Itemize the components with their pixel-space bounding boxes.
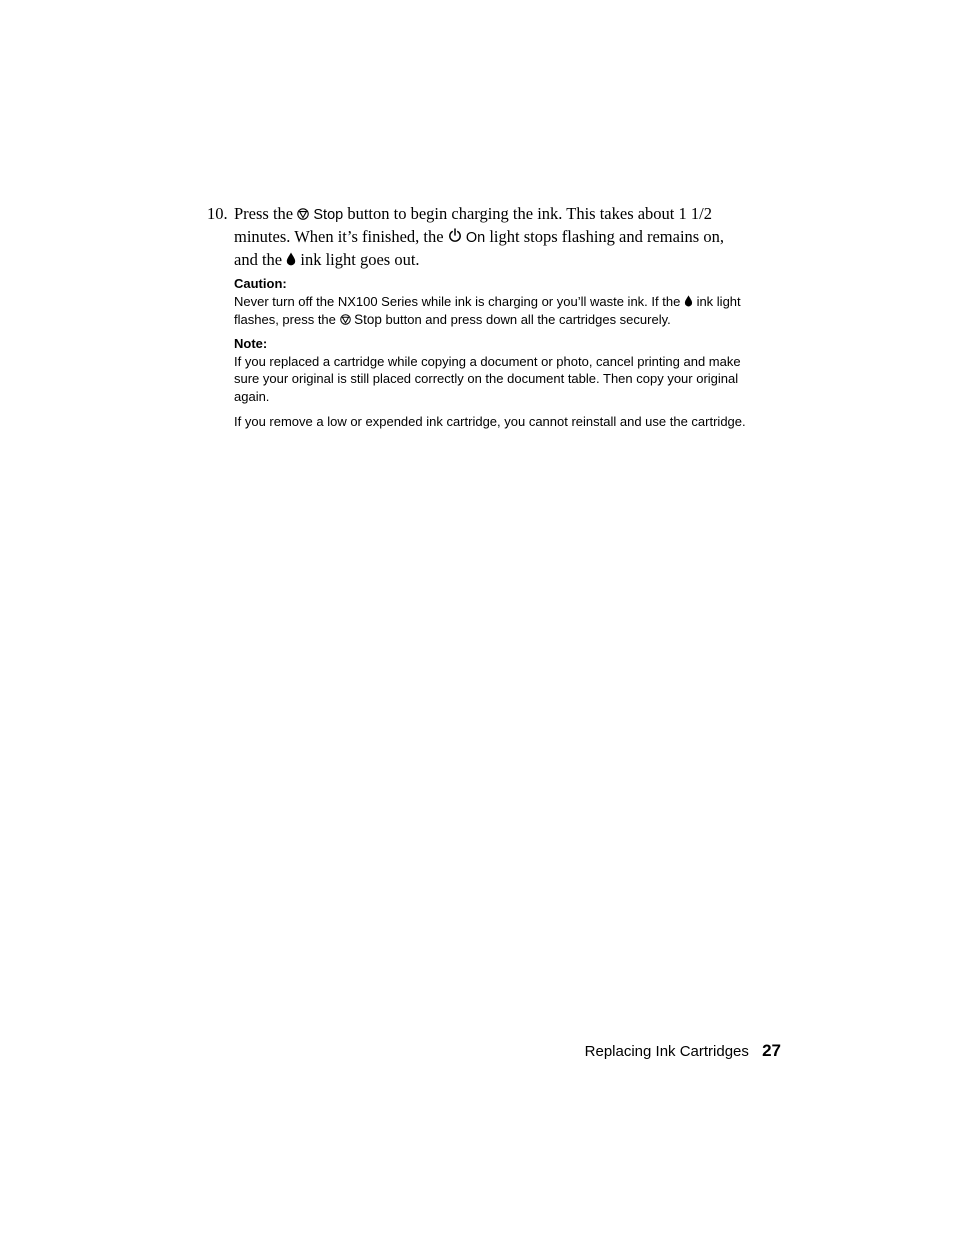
caution-text-part-1: Never turn off the NX100 Series while ink is charging or you’ll waste ink. If the bbox=[234, 293, 681, 309]
stop-icon bbox=[340, 312, 351, 330]
stop-button-label: Stop bbox=[313, 207, 344, 223]
step-text-part-1: Press the bbox=[234, 204, 294, 223]
caution-text-part-3: button and press down all the cartridges securely. bbox=[385, 312, 671, 327]
step-text-part-3: light stops flashing and remains on, and the bbox=[234, 227, 724, 269]
caution-box bbox=[234, 275, 754, 330]
step-text-part-4: ink light goes out. bbox=[300, 250, 420, 269]
power-icon bbox=[448, 227, 462, 248]
note-paragraph-1: If you replaced a cartridge while copying a document or photo, cancel printing and make sure your original is still placed correctly on the document table. Then copy your original again. bbox=[234, 353, 741, 404]
caution-text-part-2: ink light flashes, press the bbox=[234, 293, 741, 327]
section-title: Replacing Ink Cartridges bbox=[584, 1043, 749, 1060]
caution-heading: Caution: bbox=[234, 276, 287, 291]
step-number: 10. bbox=[207, 204, 228, 223]
ink-drop-icon bbox=[684, 294, 693, 312]
page-number: 27 bbox=[762, 1041, 781, 1060]
page-footer bbox=[560, 1041, 781, 1061]
note-paragraph-2: If you remove a low or expended ink cartridge, you cannot reinstall and use the cartridge. bbox=[234, 414, 746, 429]
on-button-label: On bbox=[465, 230, 486, 246]
ink-drop-icon bbox=[286, 250, 296, 271]
step-text-part-2: button to begin charging the ink. This takes about 1 1/2 minutes. When it’s finished, the bbox=[234, 204, 712, 246]
caution-text bbox=[234, 293, 754, 330]
note-heading: Note: bbox=[234, 336, 268, 351]
caution-stop-label: Stop bbox=[354, 312, 382, 327]
stop-icon bbox=[297, 204, 309, 225]
step-text bbox=[234, 203, 747, 271]
step-10 bbox=[207, 203, 747, 271]
note-box bbox=[234, 335, 754, 431]
